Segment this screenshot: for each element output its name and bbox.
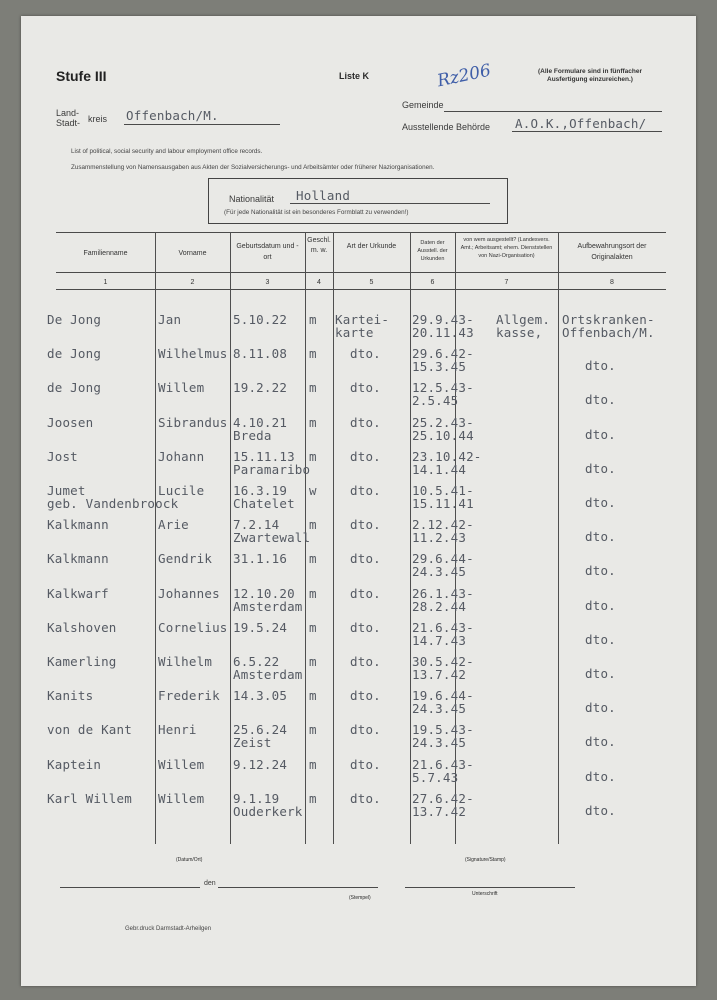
forms-note-line-2: Ausfertigung einzureichen.) [547, 76, 633, 83]
cell-d1: 29.6.42- [412, 346, 474, 362]
cell-given: Frederik [158, 688, 220, 704]
cell-birth: 14.3.05 [233, 688, 288, 704]
cell-birth: 6.5.22 [233, 654, 280, 669]
cell-d1: 29.9.43- [412, 312, 474, 327]
col-divider [410, 232, 411, 844]
printer-imprint: Gebr.druck Darmstadt-Arheilgen [125, 926, 212, 932]
cell-place: dto. [585, 460, 616, 476]
cell-d2: 5.7.43 [412, 769, 459, 785]
table-top-rule [56, 232, 666, 233]
cell-birth2: Chatelet [233, 496, 295, 511]
cell-birth2: Ouderkerk [233, 803, 303, 819]
cell-sex: m [309, 756, 317, 772]
kreis-underline [124, 124, 280, 125]
cell-place: dto. [585, 700, 616, 716]
cell-given: Willem [158, 790, 205, 806]
cell-given: Johannes [158, 585, 220, 601]
cell-d2: 2.5.45 [412, 393, 459, 409]
cell-d2: 15.3.45 [412, 359, 467, 375]
cell-doc: dto. [350, 654, 381, 669]
cell-d1: 2.12.42- [412, 517, 474, 533]
cell-given: Willem [158, 380, 205, 396]
cell-place: Ortskranken- [562, 312, 655, 327]
forms-note-line-1: (Alle Formulare sind in fünffacher [537, 68, 642, 75]
cell-birth: 19.2.22 [233, 380, 288, 396]
cell-d1: 29.6.44- [412, 551, 474, 567]
cell-d1: 19.5.43- [412, 722, 474, 738]
cell-place: dto. [585, 631, 616, 647]
cell-surname: Kanits [47, 688, 94, 704]
cell-doc: dto. [350, 483, 381, 498]
stufe-title: Stufe III [56, 68, 107, 84]
cell-d1: 21.6.43- [412, 619, 474, 635]
col-header-1: Familienname [83, 250, 128, 257]
cell-doc: dto. [350, 448, 381, 464]
cell-given: Lucile [158, 483, 205, 498]
den-label: den [204, 880, 216, 887]
description-de: Zusammenstellung von Namensausgaben aus Akten der Sozialversicherungs- und Arbeitsämter oder früherer Naziorganisationen. [71, 164, 435, 171]
col-num-3: 3 [265, 279, 270, 286]
land-stadt-label [56, 108, 80, 128]
nationality-label: Nationalität [229, 194, 275, 204]
cell-birth: 25.6.24 [233, 722, 288, 738]
cell-d2: 13.7.42 [412, 803, 467, 819]
cell-given: Sibrandus [158, 414, 228, 430]
stadt-label: Stadt- [56, 118, 81, 128]
cell-sex: m [309, 380, 317, 396]
cell-surname: Kaptein [47, 756, 102, 772]
cell-issuer: Allgem. [496, 312, 551, 327]
cell-place: dto. [585, 392, 616, 408]
cell-d1: 27.6.42- [412, 790, 474, 806]
cell-birth: 9.1.19 [233, 790, 280, 806]
cell-d1: 10.5.41- [412, 483, 474, 498]
cell-d2: 11.2.43 [412, 530, 467, 546]
col-num-8: 8 [610, 279, 614, 286]
cell-d1: 25.2.43- [412, 414, 474, 430]
cell-given: Cornelius [158, 619, 228, 635]
cell-surname: Karl Willem [47, 790, 132, 806]
cell-d1: 21.6.43- [412, 756, 474, 772]
cell-surname: de Jong [47, 346, 102, 362]
col-num-7: 7 [504, 279, 509, 286]
col-header-7: von wem ausgestellt? (Landesvers. Amt.; Arbeitsamt; ehem. Dienststellen von Nazi-Organisation) [460, 237, 553, 259]
col-num-4: 4 [317, 279, 321, 286]
cell-birth2: Amsterdam [233, 667, 303, 682]
land-label: Land- [56, 108, 80, 118]
cell-surname: de Jong [47, 380, 102, 396]
behoerde-label: Ausstellende Behörde [402, 122, 491, 132]
cell-place: dto. [585, 768, 616, 784]
cell-sex: m [309, 312, 317, 327]
col-num-2: 2 [190, 279, 195, 286]
cell-d2: 14.1.44 [412, 461, 467, 477]
cell-surname: von de Kant [47, 722, 132, 738]
cell-given: Willem [158, 756, 205, 772]
cell-birth: 19.5.24 [233, 619, 288, 635]
cell-place: dto. [585, 734, 616, 750]
cell-d1: 23.10.42- [412, 448, 482, 464]
col-header-4: Geschl. m. w. [307, 237, 331, 254]
cell-surname: Joosen [47, 414, 94, 430]
cell-doc: dto. [350, 346, 381, 362]
cell-sex: m [309, 517, 317, 533]
unterschrift-label: Unterschrift [472, 891, 498, 897]
cell-surname: Kalshoven [47, 619, 117, 635]
cell-sex: m [309, 551, 317, 567]
cell-sex: m [309, 346, 317, 362]
cell-d2: 25.10.44 [412, 427, 474, 443]
cell-place: dto. [585, 426, 616, 442]
cell-surname2: geb. Vandenbroock [47, 496, 179, 511]
cell-place: dto. [585, 529, 616, 545]
col-header-5: Art der Urkunde [346, 243, 397, 250]
date-line [218, 887, 378, 888]
cell-birth: 16.3.19 [233, 483, 288, 498]
cell-d2: 24.3.45 [412, 735, 467, 751]
cell-birth: 4.10.21 [233, 414, 288, 430]
cell-birth: 8.11.08 [233, 346, 288, 362]
cell-birth: 9.12.24 [233, 756, 288, 772]
date-place-label: (Datum/Ort) [176, 857, 203, 863]
cell-d1: 12.5.43- [412, 380, 474, 396]
cell-d2: 24.3.45 [412, 564, 467, 580]
nationality-sub: (Für jede Nationalität ist ein besonderes Formblatt zu verwenden!) [224, 209, 409, 216]
cell-d2: 15.11.41 [412, 496, 474, 511]
cell-sex: m [309, 619, 317, 635]
cell-given: Gendrik [158, 551, 213, 567]
cell-doc: dto. [350, 585, 381, 601]
cell-place2: Offenbach/M. [562, 325, 655, 340]
kreis-value: Offenbach/M. [126, 108, 219, 123]
table-number-rule [56, 289, 666, 290]
stempel-label: (Stempel) [349, 895, 371, 901]
cell-given: Johann [158, 448, 205, 464]
forms-note [516, 68, 664, 84]
cell-place: dto. [585, 358, 616, 374]
cell-d2: 28.2.44 [412, 598, 467, 614]
cell-doc: dto. [350, 619, 381, 635]
cell-doc: dto. [350, 517, 381, 533]
signature-label: (Signature/Stamp) [465, 857, 506, 863]
cell-d2: 14.7.43 [412, 632, 467, 648]
cell-place: dto. [585, 597, 616, 613]
gemeinde-underline [444, 111, 662, 112]
col-header-3: Geburtsdatum und -ort [236, 243, 299, 261]
cell-sex: m [309, 790, 317, 806]
cell-birth: 15.11.13 [233, 448, 295, 464]
col-divider [230, 232, 231, 844]
cell-doc: Kartei- [335, 312, 390, 327]
cell-surname: Kalkmann [47, 517, 109, 533]
cell-d2: 24.3.45 [412, 701, 467, 717]
col-divider [558, 232, 559, 844]
cell-sex: m [309, 585, 317, 601]
nationality-underline [290, 203, 490, 204]
cell-doc: dto. [350, 790, 381, 806]
cell-sex: w [309, 483, 317, 498]
cell-place: dto. [585, 563, 616, 579]
cell-doc: dto. [350, 380, 381, 396]
handwritten-stamp: Rz206 [435, 60, 493, 92]
cell-place: dto. [585, 666, 616, 681]
cell-doc: dto. [350, 551, 381, 567]
cell-sex: m [309, 688, 317, 704]
cell-given: Henri [158, 722, 197, 738]
cell-doc: dto. [350, 688, 381, 704]
behoerde-underline [512, 131, 662, 132]
cell-surname: Kalkmann [47, 551, 109, 567]
cell-sex: m [309, 654, 317, 669]
cell-sex: m [309, 414, 317, 430]
cell-doc: dto. [350, 756, 381, 772]
cell-birth: 12.10.20 [233, 585, 295, 601]
cell-sex: m [309, 448, 317, 464]
kreis-label: kreis [88, 114, 108, 124]
cell-d2: 13.7.42 [412, 667, 467, 682]
cell-sex: m [309, 722, 317, 738]
cell-doc: dto. [350, 722, 381, 738]
col-divider [155, 232, 156, 844]
cell-d1: 19.6.44- [412, 688, 474, 704]
cell-given: Wilhelmus [158, 346, 228, 362]
cell-given: Jan [158, 312, 182, 327]
cell-place: dto. [585, 495, 616, 510]
cell-surname: Jost [47, 448, 78, 464]
liste-label: Liste K [339, 71, 370, 81]
cell-doc2: karte [335, 325, 374, 340]
cell-surname: Kamerling [47, 654, 117, 669]
cell-d1: 30.5.42- [412, 654, 474, 669]
gemeinde-label: Gemeinde [402, 100, 444, 110]
cell-d1: 26.1.43- [412, 585, 474, 601]
cell-birth2: Paramaribo [233, 461, 311, 477]
place-line [60, 887, 200, 888]
description-en: List of political, social security and labour employment office records. [71, 148, 263, 155]
cell-birth2: Amsterdam [233, 598, 303, 614]
col-divider [333, 232, 334, 844]
cell-surname: De Jong [47, 312, 102, 327]
cell-given: Wilhelm [158, 654, 213, 669]
cell-birth2: Zeist [233, 735, 272, 751]
col-num-6: 6 [430, 279, 435, 286]
cell-surname: Jumet [47, 483, 86, 498]
col-header-8: Aufbewahrungsort der Originalakten [577, 243, 647, 261]
table-header-rule [56, 272, 666, 273]
cell-d2: 20.11.43 [412, 325, 474, 340]
col-num-1: 1 [103, 279, 108, 286]
cell-doc: dto. [350, 414, 381, 430]
cell-birth2: Zwartewall [233, 530, 311, 546]
cell-birth2: Breda [233, 427, 272, 443]
cell-surname: Kalkwarf [47, 585, 109, 601]
cell-place: dto. [585, 802, 616, 818]
cell-given: Arie [158, 517, 189, 533]
cell-birth: 7.2.14 [233, 517, 280, 533]
cell-issuer2: kasse, [496, 325, 543, 340]
cell-birth: 31.1.16 [233, 551, 288, 567]
cell-birth: 5.10.22 [233, 312, 288, 327]
signature-line [405, 887, 575, 888]
col-header-6: Daten der Ausstell. der Urkunden [417, 240, 448, 262]
nationality-value: Holland [296, 188, 351, 203]
behoerde-value: A.O.K.,Offenbach/ [515, 116, 647, 131]
col-num-5: 5 [369, 279, 374, 286]
col-header-2: Vorname [178, 250, 207, 257]
